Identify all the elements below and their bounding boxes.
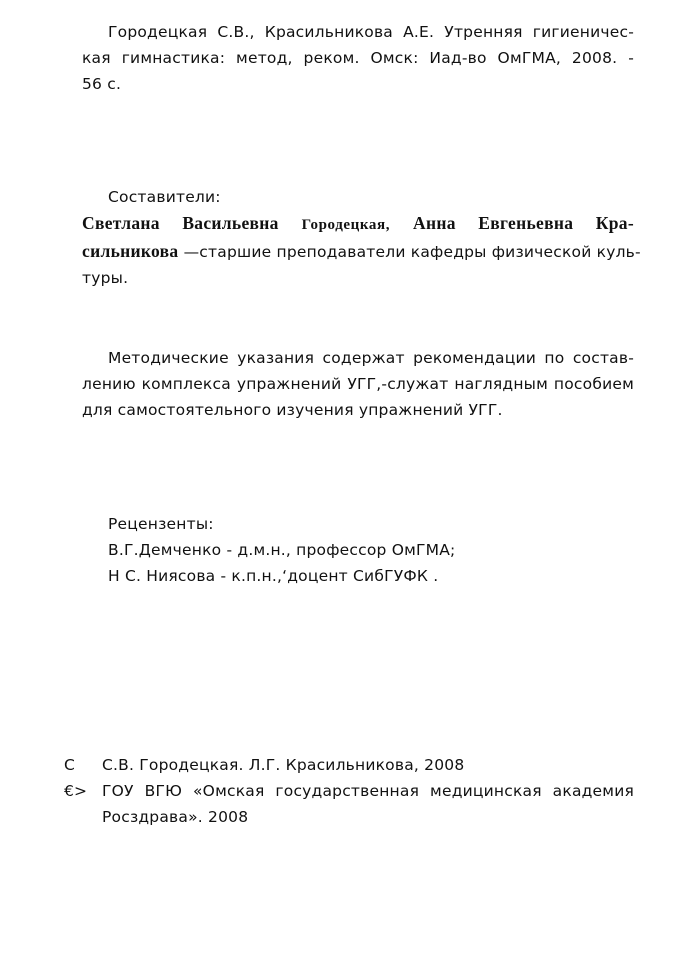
citation-line-1: Городецкая С.В., Красильникова А.Е. Утренняя гигиеничес- (108, 23, 634, 41)
copyright-authors: С.В. Городецкая. Л.Г. Красильникова, 2008 (102, 756, 465, 774)
reviewer-1: В.Г.Демченко - д.м.н., профессор ОмГМА; (108, 541, 456, 559)
copyright-institution-line-2: Росздрава». 2008 (102, 808, 249, 826)
compilers-line-3: туры. (82, 269, 129, 287)
copyright-institution (102, 778, 634, 830)
bibliographic-citation (82, 19, 634, 97)
compilers-role: —старшие преподаватели кафедры физической куль- (183, 243, 641, 261)
citation-line-3: 56 с. (82, 75, 122, 93)
description-line-1: Методические указания содержат рекомендации по состав- (108, 349, 634, 367)
compiler-name-2-cont: сильникова (82, 241, 179, 261)
description-section (82, 345, 634, 423)
compilers-line-1 (82, 210, 634, 238)
compilers-heading: Составители: (108, 188, 221, 206)
reviewer-2: Н С. Ниясова - к.п.н.,‘доцент СибГУФК . (108, 567, 439, 585)
compiler-name-1-surname: Городецкая, (301, 217, 391, 233)
reviewers-section (82, 511, 634, 589)
citation-line-2: кая гимнастика: метод, реком. Омск: Иад-во ОмГМА, 2008. - (82, 49, 634, 67)
copyright-row-2 (64, 778, 634, 830)
copyright-institution-line-1: ГОУ ВГЮ «Омская государственная медицинская академия (102, 782, 634, 800)
compilers-line-2 (82, 238, 641, 265)
reviewers-heading: Рецензенты: (108, 515, 214, 533)
copyright-row-1 (64, 752, 634, 778)
description-line-2: лению комплекса упражнений УГГ,-служат наглядным пособием (82, 375, 634, 393)
copyright-mark-1: С (64, 756, 76, 774)
compilers-section (82, 184, 641, 291)
copyright-section (64, 752, 634, 830)
copyright-mark-2: €> (64, 782, 88, 800)
compiler-name-2: Анна Евгеньевна Кра- (413, 213, 634, 233)
description-line-3: для самостоятельного изучения упражнений УГГ. (82, 401, 503, 419)
compiler-name-1-first: Светлана Васильевна (82, 213, 279, 233)
